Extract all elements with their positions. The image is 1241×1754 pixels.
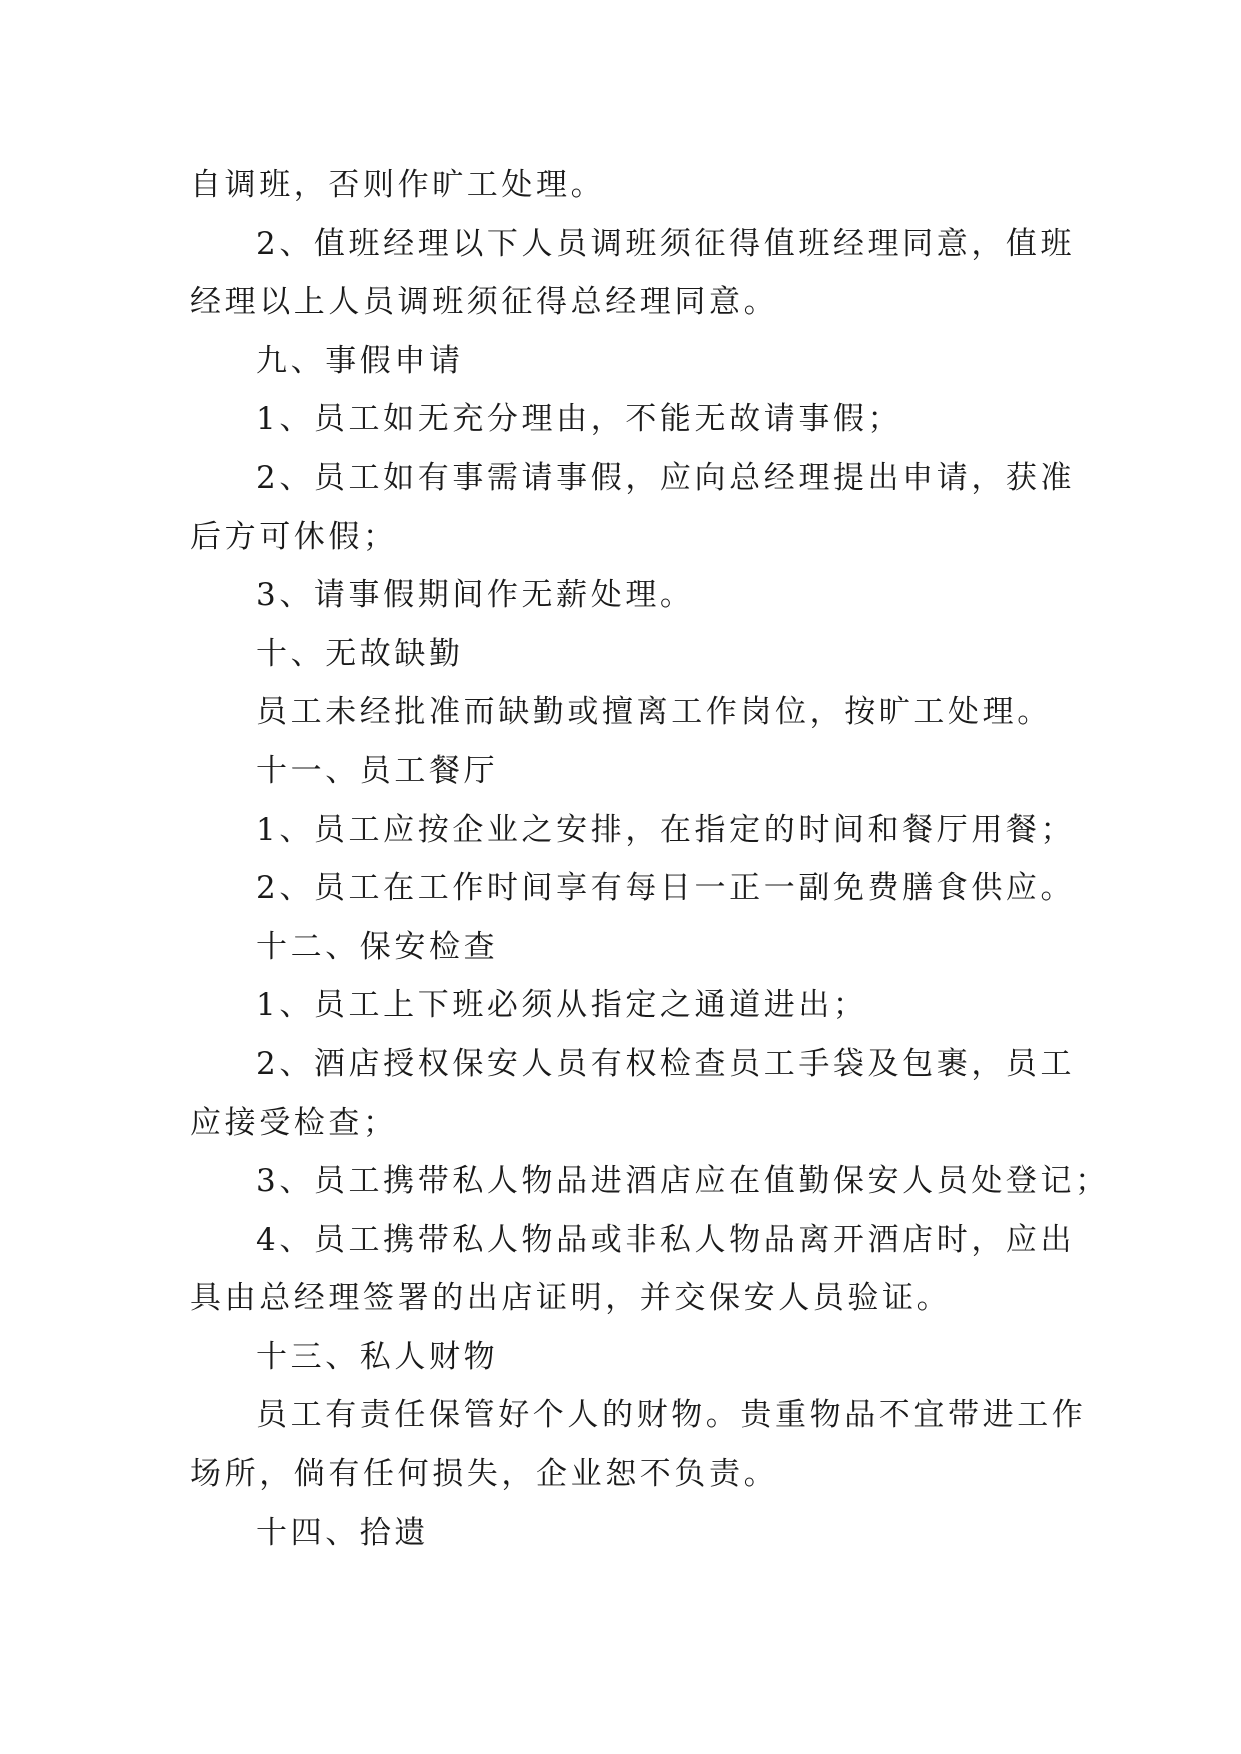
text-line: 3、请事假期间作无薪处理。	[256, 577, 695, 614]
text-line: 2、员工在工作时间享有每日一正一副免费膳食供应。	[256, 870, 1076, 907]
text-line: 员工有责任保管好个人的财物。贵重物品不宜带进工作	[256, 1397, 1087, 1434]
text-line: 2、值班经理以下人员调班须征得值班经理同意，值班	[256, 225, 1076, 262]
text-line: 员工未经批准而缺勤或擅离工作岗位，按旷工处理。	[256, 694, 1052, 731]
text-line: 1、员工上下班必须从指定之通道进出；	[256, 987, 868, 1024]
text-line: 后方可休假；	[190, 518, 398, 555]
text-line: 具由总经理签署的出店证明，并交保安人员验证。	[190, 1280, 952, 1317]
text-line: 4、员工携带私人物品或非私人物品离开酒店时，应出	[256, 1221, 1076, 1258]
section-heading: 十、无故缺勤	[256, 635, 464, 672]
text-line: 1、员工应按企业之安排，在指定的时间和餐厅用餐；	[256, 811, 1076, 848]
section-heading: 十一、员工餐厅	[256, 752, 499, 789]
text-line: 2、员工如有事需请事假，应向总经理提出申请，获准	[256, 459, 1076, 496]
text-line: 2、酒店授权保安人员有权检查员工手袋及包裹，员工	[256, 1045, 1076, 1082]
section-heading: 十四、拾遗	[256, 1514, 429, 1551]
section-heading: 十二、保安检查	[256, 928, 499, 965]
document-body	[190, 156, 1110, 1562]
section-heading: 十三、私人财物	[256, 1338, 499, 1375]
text-line: 经理以上人员调班须征得总经理同意。	[190, 284, 779, 321]
section-heading: 九、事假申请	[256, 342, 464, 379]
text-line: 1、员工如无充分理由，不能无故请事假；	[256, 401, 903, 438]
text-line: 3、员工携带私人物品进酒店应在值勤保安人员处登记；	[256, 1163, 1110, 1200]
text-line: 场所，倘有任何损失，企业恕不负责。	[190, 1456, 779, 1493]
text-line: 自调班，否则作旷工处理。	[190, 167, 606, 203]
text-line: 应接受检查；	[190, 1104, 398, 1141]
